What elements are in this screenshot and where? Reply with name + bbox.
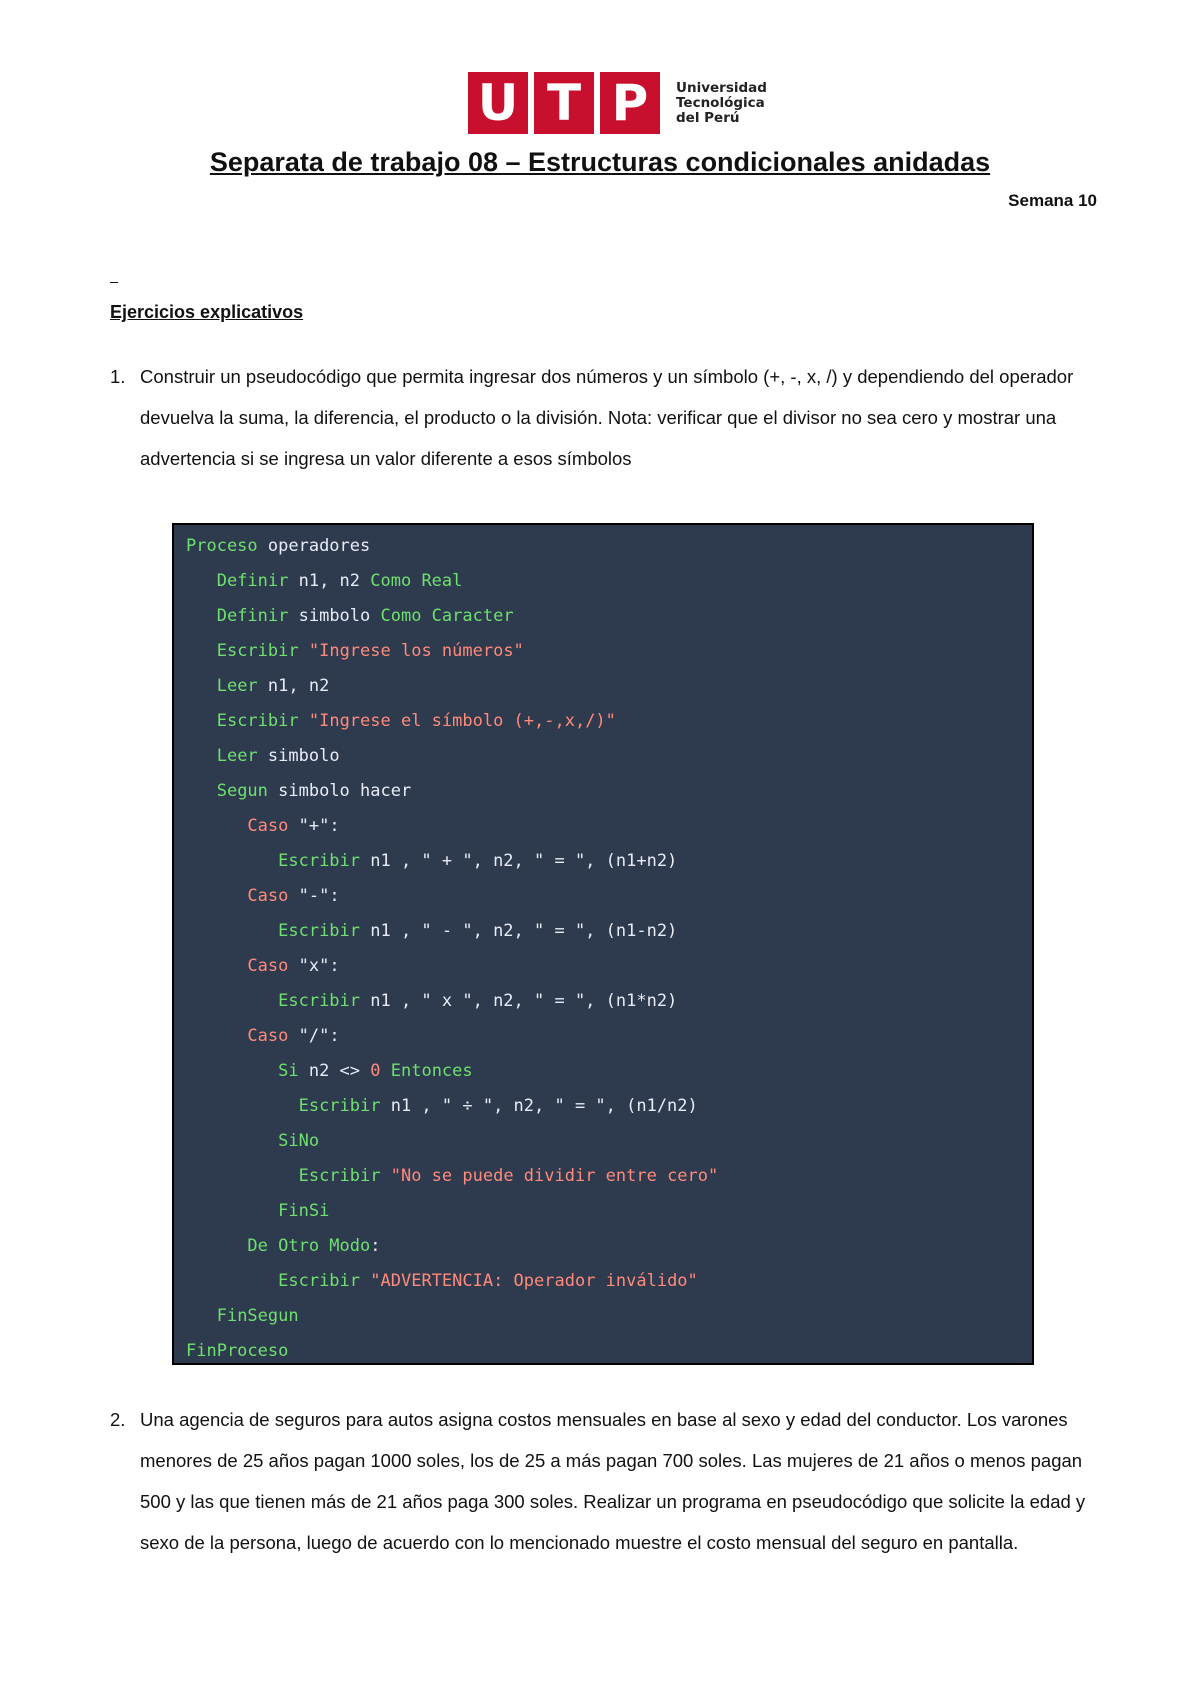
- pseudocode-block: [172, 523, 1034, 1365]
- divider-mark: [110, 282, 118, 283]
- code-line: [186, 984, 1020, 1019]
- code-line: [186, 1124, 1020, 1159]
- code-keyword: Leer: [216, 676, 258, 696]
- code-line: [186, 949, 1020, 984]
- exercise-2-text: Una agencia de seguros para autos asigna costos mensuales en base al sexo y edad del conductor. Los varones menores de 25 años pagan 1000 soles, los de 25 a más pagan 700 soles. Las mujeres de 21 años o menos pagan 500 y las que tienen más de 21 años paga 300 soles. Realizar un programa en pseudocódigo que solicite la edad y sexo de la persona, luego de acuerdo con lo mencionado muestre el costo mensual del seguro en pantalla.: [140, 1409, 1086, 1553]
- code-string: Caso: [247, 816, 289, 836]
- week-label: Semana 10: [1008, 191, 1097, 210]
- code-line: [186, 1264, 1020, 1299]
- code-string: Caso: [247, 1026, 289, 1046]
- code-keyword: Definir: [216, 571, 289, 591]
- code-string: "ADVERTENCIA: Operador inválido": [370, 1271, 698, 1291]
- code-keyword: De Otro Modo: [247, 1236, 371, 1256]
- code-line: [186, 1194, 1020, 1229]
- code-keyword: Escribir: [278, 991, 361, 1011]
- code-string: "No se puede dividir entre cero": [390, 1166, 719, 1186]
- document-title: Separata de trabajo 08 – Estructuras condicionales anidadas: [209, 147, 991, 177]
- logo-text-line-2: Tecnológica: [676, 94, 765, 111]
- logo-letter-u: U: [468, 72, 528, 134]
- code-line: [186, 1019, 1020, 1054]
- code-keyword: FinProceso: [186, 1341, 289, 1361]
- code-keyword: Escribir: [298, 1166, 381, 1186]
- code-keyword: Proceso: [186, 536, 258, 556]
- code-string: 0: [370, 1061, 381, 1081]
- code-text: n1 , " + ", n2, " = ", (n1+n2): [360, 851, 678, 871]
- code-text: n1, n2: [288, 571, 371, 591]
- code-keyword: Segun: [216, 781, 268, 801]
- code-line: [186, 1229, 1020, 1264]
- code-text: simbolo hacer: [267, 781, 412, 801]
- code-line: [186, 914, 1020, 949]
- code-text: [380, 1166, 390, 1186]
- code-text: "/":: [288, 1026, 340, 1046]
- code-line: [186, 529, 1020, 564]
- code-line: [186, 1299, 1020, 1334]
- code-line: [186, 1089, 1020, 1124]
- code-keyword: Como Caracter: [380, 606, 514, 626]
- code-string: Caso: [247, 886, 289, 906]
- code-keyword: Escribir: [278, 1271, 361, 1291]
- code-keyword: Escribir: [216, 711, 299, 731]
- code-string: Caso: [247, 956, 289, 976]
- code-keyword: Escribir: [278, 921, 361, 941]
- code-text: n1, n2: [257, 676, 330, 696]
- code-line: [186, 1054, 1020, 1089]
- exercise-1: [110, 356, 1100, 479]
- exercise-2: [110, 1399, 1100, 1563]
- code-text: n2 <>: [298, 1061, 371, 1081]
- code-line: [186, 844, 1020, 879]
- code-keyword: Como Real: [370, 571, 463, 591]
- code-line: [186, 634, 1020, 669]
- code-text: [299, 711, 309, 731]
- logo-university-name: [676, 81, 767, 126]
- code-text: n1 , " - ", n2, " = ", (n1-n2): [360, 921, 678, 941]
- code-line: [186, 564, 1020, 599]
- code-text: [360, 1271, 370, 1291]
- code-line: [186, 774, 1020, 809]
- code-line: [186, 879, 1020, 914]
- code-text: simbolo: [257, 746, 340, 766]
- code-keyword: FinSi: [278, 1201, 330, 1221]
- exercise-2-number: 2.: [110, 1409, 126, 1430]
- code-text: "-":: [288, 886, 340, 906]
- code-line: [186, 1159, 1020, 1194]
- logo-letter-p: P: [600, 72, 660, 134]
- code-text: "x":: [288, 956, 340, 976]
- code-string: "Ingrese el símbolo (+,-,x,/)": [308, 711, 616, 731]
- code-text: operadores: [257, 536, 371, 556]
- exercise-1-number: 1.: [110, 366, 126, 387]
- exercise-1-text: Construir un pseudocódigo que permita ingresar dos números y un símbolo (+, -, x, /) y dependiendo del operador devuelva la suma, la diferencia, el producto o la división. Nota: verificar que el divisor no sea cero y mostrar una advertencia si se ingresa un valor diferente a esos símbolos: [140, 366, 1074, 469]
- logo-letter-t: T: [534, 72, 594, 134]
- code-line: [186, 599, 1020, 634]
- code-line: [186, 704, 1020, 739]
- section-title: Ejercicios explicativos: [110, 302, 304, 322]
- logo-text-line-3: del Perú: [676, 109, 740, 126]
- code-keyword: Definir: [216, 606, 289, 626]
- code-keyword: Entonces: [380, 1061, 473, 1081]
- code-text: "+":: [288, 816, 340, 836]
- utp-logo: [468, 72, 767, 134]
- code-text: n1 , " ÷ ", n2, " = ", (n1/n2): [380, 1096, 698, 1116]
- code-text: :: [370, 1236, 381, 1256]
- code-text: n1 , " x ", n2, " = ", (n1*n2): [360, 991, 678, 1011]
- code-keyword: SiNo: [278, 1131, 320, 1151]
- code-string: "Ingrese los números": [308, 641, 524, 661]
- logo-text-line-1: Universidad: [676, 79, 767, 96]
- code-keyword: Escribir: [298, 1096, 381, 1116]
- code-keyword: Escribir: [216, 641, 299, 661]
- code-keyword: FinSegun: [216, 1306, 299, 1326]
- code-text: [299, 641, 309, 661]
- code-keyword: Leer: [216, 746, 258, 766]
- code-line: [186, 739, 1020, 774]
- code-line: [186, 669, 1020, 704]
- code-text: simbolo: [288, 606, 381, 626]
- code-keyword: Escribir: [278, 851, 361, 871]
- code-line: [186, 1334, 1020, 1369]
- code-keyword: Si: [278, 1061, 299, 1081]
- code-line: [186, 809, 1020, 844]
